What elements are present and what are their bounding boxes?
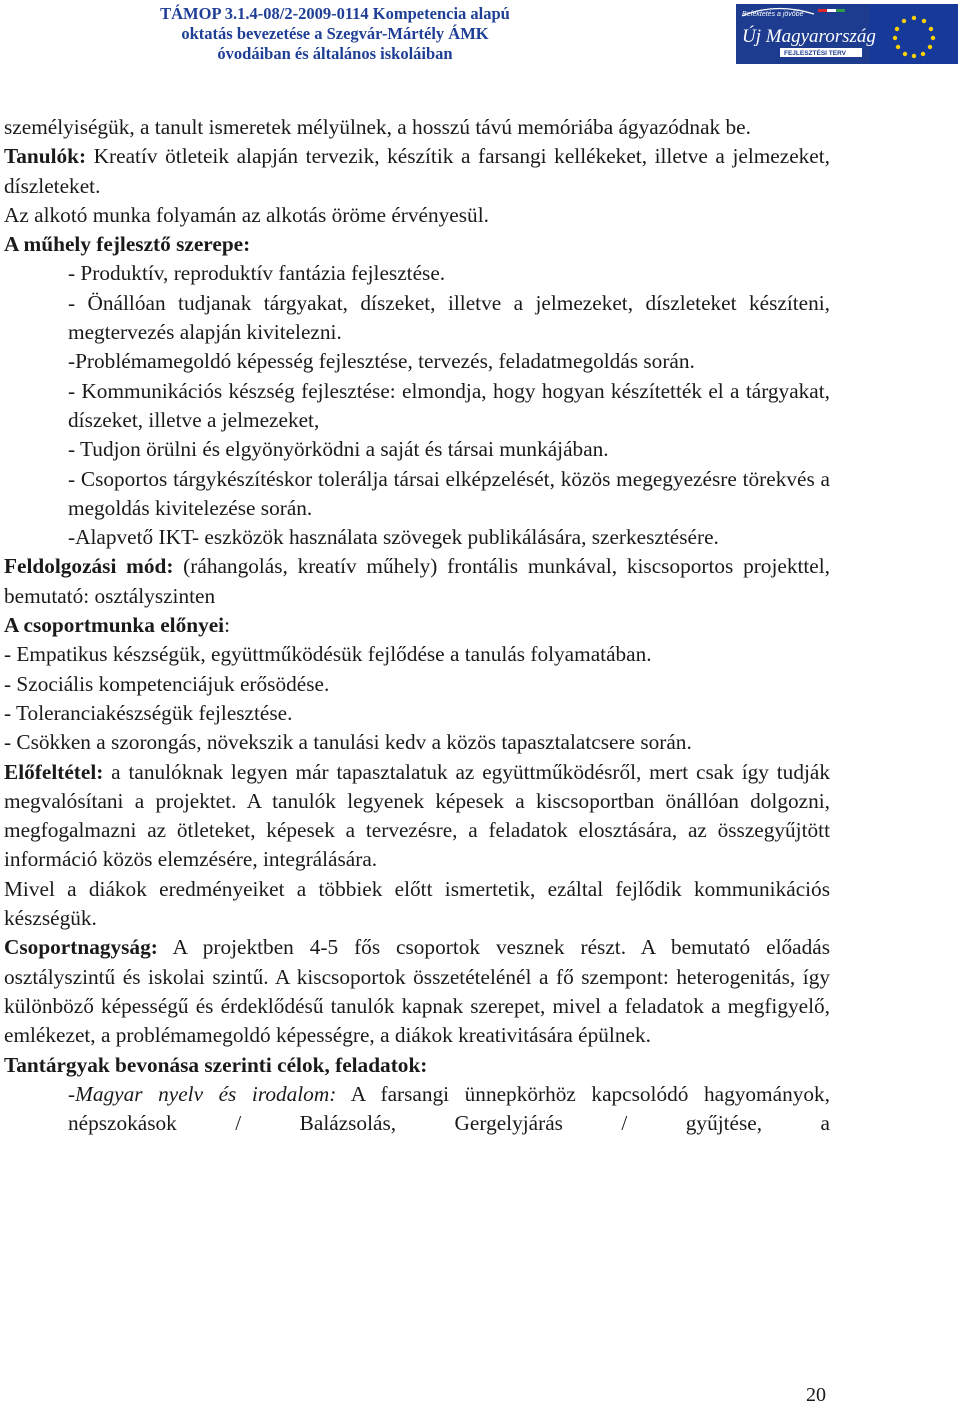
logo-subtitle: FEJLESZTÉSI TERV [784, 50, 847, 57]
paragraph-elofeltetel [4, 758, 830, 875]
header-line-2: oktatás bevezetése a Szegvár-Mártély ÁMK [181, 24, 489, 43]
list-item: - Tudjon örülni és elgyönyörködni a saját és társai munkájában. [68, 437, 609, 462]
heading-csoportmunka-text: A csoportmunka előnyei [4, 613, 225, 638]
label-magyar: -Magyar nyelv és irodalom: [68, 1081, 337, 1106]
list-item: - Önállóan tudjanak tárgyakat, díszeket, illetve a jelmezeket, díszleteket készíteni, megtervezés alapján kivitelezni. [68, 290, 830, 345]
heading-muhely-text: A műhely fejlesztő szerepe: [4, 232, 251, 257]
text-elofeltetel: a tanulóknak legyen már tapasztalatuk az együttműködésről, mert csak így tudják megvalósítani a projektet. A tanulók legyenek képesek a kiscsoportban önállóan dolgozni, megfogalmazni az ötleteket, képesek a tervezésre, a feladatok elosztására, az összegyűjtött információ közös elemzésére, integrálására. [4, 759, 830, 872]
list-item: - Csökken a szorongás, növekszik a tanulási kedv a közös tapasztalatcsere során. [4, 730, 692, 755]
uj-magyarorszag-logo [736, 4, 958, 69]
list-item: - Produktív, reproduktív fantázia fejlesztése. [68, 261, 446, 286]
heading-csoportmunka-colon: : [224, 613, 231, 638]
label-elofeltetel: Előfeltétel: [4, 759, 104, 784]
paragraph-tanulok [4, 142, 830, 201]
uj-magyarorszag-logo-graphic [736, 4, 958, 64]
document-body [4, 113, 830, 1138]
paragraph-magyar [4, 1080, 830, 1139]
heading-csoportmunka [4, 611, 830, 640]
list-item: - Toleranciakészségük fejlesztése. [4, 700, 293, 725]
list-item: -Alapvető IKT- eszközök használata szövegek publikálására, szerkesztésére. [68, 525, 719, 550]
paragraph-feldolgozasi [4, 552, 830, 611]
text-magyar: A farsangi ünnepkörhöz kapcsolódó hagyományok, népszokások / Balázsolás, Gergelyjárás / gyűjtése, a [68, 1081, 830, 1136]
heading-tantargyak [4, 1051, 830, 1080]
list-item: - Kommunikációs készség fejlesztése: elmondja, hogy hogyan készítették el a tárgyakat, díszeket, illetve a jelmezeket, [68, 378, 830, 432]
logo-name: Új Magyarország [742, 26, 876, 47]
text-feldolgozasi: (ráhangolás, kreatív műhely) frontális munkával, kiscsoportos projekttel, bemutató: osztályszinten [4, 554, 831, 608]
label-tanulok: Tanulók: [4, 144, 87, 169]
text-tanulok: Kreatív ötleteik alapján tervezik, készítik a farsangi kellékeket, illetve a jelmezeket, díszleteket. [4, 144, 830, 198]
paragraph-alkoto: Az alkotó munka folyamán az alkotás öröme érvényesül. [4, 202, 489, 227]
logo-tagline: Befektetés a jövőbe [742, 11, 804, 18]
list-item: - Empatikus készségük, együttműködésük fejlődése a tanulás folyamatában. [4, 642, 652, 667]
heading-muhely [4, 230, 830, 259]
list-item: -Problémamegoldó képesség fejlesztése, tervezés, feladatmegoldás során. [68, 349, 695, 374]
text-csoportnagysag: A projektben 4-5 fős csoportok vesznek részt. A bemutató előadás osztályszintű és iskolai szintű. A kiscsoportok összetételénél a fő szempont: heterogenitás, így különböző képességű és érdeklődésű tanulók kapnak szerepet, mivel a feladatok a megfigyelő, emlékezet, a problémamegoldó képességre, a diákok kreativitására épülnek. [4, 935, 830, 1048]
paragraph-mivel: Mivel a diákok eredményeiket a többiek előtt ismertetik, ezáltal fejlődik kommunikációs készségük. [4, 876, 830, 931]
paragraph-csoportnagysag [4, 933, 830, 1050]
header-project-title [130, 4, 540, 64]
label-csoportnagysag: Csoportnagyság: [4, 935, 158, 960]
page-number: 20 [806, 1384, 826, 1406]
list-item: - Szociális kompetenciájuk erősödése. [4, 671, 330, 696]
heading-tantargyak-text: Tantárgyak bevonása szerinti célok, feladatok: [4, 1052, 428, 1077]
header-line-1: TÁMOP 3.1.4-08/2-2009-0114 Kompetencia alapú [160, 4, 510, 23]
list-item: - Csoportos tárgykészítéskor tolerálja társai elképzelését, közös megegyezésre törekvés a megoldás kivitelezése során. [68, 466, 830, 520]
header-line-3: óvodáiban és általános iskoláiban [217, 44, 453, 63]
paragraph-intro: személyiségük, a tanult ismeretek mélyülnek, a hosszú távú memóriába ágyazódnak be. [4, 115, 751, 139]
label-feldolgozasi: Feldolgozási mód: [4, 554, 174, 579]
